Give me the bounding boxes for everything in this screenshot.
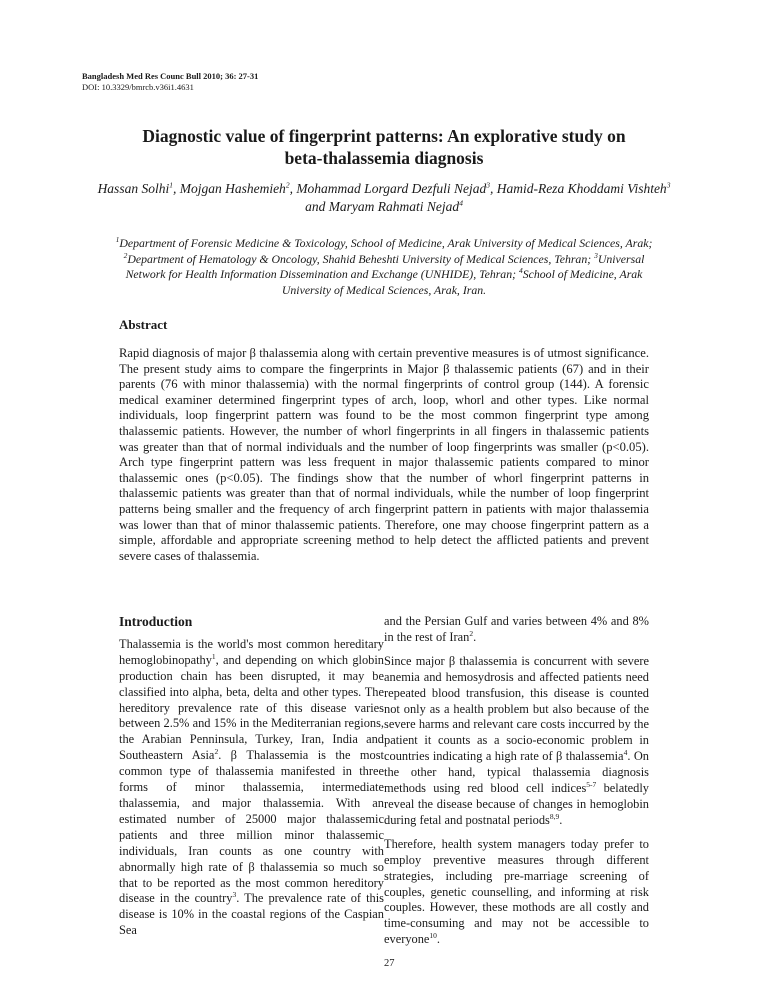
- affiliation-text: Department of Forensic Medicine & Toxicology, School of Medicine, Arak University of Medical Sciences, Arak;: [119, 236, 653, 250]
- intro-paragraph-3: [384, 837, 649, 948]
- text-run: Therefore, health system managers today prefer to employ preventive measures through different strategies, including pre-marriage screening of couples, genetic counselling, and informing at risk couples. However, these mothods are all costly and time-consuming and may not be accessible to everyone: [384, 836, 649, 947]
- text-run: . β Thalassemia is the most common type of thalassemia manifested in three forms of minor thalassemia, intermediate thalassemia, and major thalassemia. With an estimated number of 25000 major thalassemic patients and three million minor thalassemic individuals, Iran counts as one country with abnormally high rate of β thalassemia so much so that to be reported as the most common hereditory disease in the country: [119, 748, 384, 906]
- intro-paragraph-1: [119, 637, 384, 939]
- author-affil-sup: 3: [486, 180, 490, 190]
- abstract-heading: Abstract: [119, 317, 168, 332]
- affil-sup: 2: [123, 250, 128, 260]
- left-column: [119, 614, 384, 947]
- text-run: Thalassemia is the world's most common hereditary hemoglobinopathy: [119, 636, 384, 667]
- author-name: Hassan Solhi: [97, 181, 170, 196]
- text-run: and the Persian Gulf and varies between 4% and 8% in the rest of Iran: [384, 614, 649, 644]
- citation-sup: 2: [214, 747, 219, 757]
- journal-header: [82, 71, 258, 93]
- author-affil-sup: 3: [666, 180, 671, 190]
- text-run: . On the other hand, typical thalassemia diagnosis methods using red blood cell indices: [384, 749, 649, 796]
- citation-sup: 3: [232, 890, 237, 900]
- affil-sup: 3: [594, 250, 598, 260]
- citation-sup: 5-7: [586, 779, 597, 789]
- author-name: Hamid-Reza Khoddami Vishteh: [496, 181, 667, 196]
- text-run: belatedly reveal the disease because of changes in hemoglobin during fetal and postnatal periods: [384, 781, 649, 827]
- text-run: .: [436, 932, 441, 947]
- author-affil-sup: 1: [169, 180, 173, 190]
- citation-sup: 2: [469, 628, 474, 638]
- affiliation-text: Department of Hematology & Oncology, Shahid Beheshti University of Medical Sciences, Tehran;: [127, 251, 595, 266]
- title-line-2: beta-thalassemia diagnosis: [284, 148, 484, 168]
- intro-paragraph-2: [384, 654, 649, 829]
- affiliation-text: School of Medicine, Arak University of Medical Sciences, Arak, Iran.: [281, 267, 643, 297]
- citation-sup: 8,9: [549, 811, 560, 821]
- affiliation-text: Universal Network for Health Information Dissemination and Exchange (UNHIDE), Tehran;: [125, 251, 645, 281]
- page-number: 27: [384, 958, 395, 969]
- text-run: Since major β thalassemia is concurrent with severe anemia and hemosydrosis and affected patients need repeated blood transfusion, this disease is counted not only as a health problem but also because of the severe harms and relevant care costs inccurred by the patient it counts as a socio-economic problem in countries indicating a high rate of β thalassemia: [384, 653, 649, 764]
- title-line-1: Diagnostic value of fingerprint patterns: An explorative study on: [142, 126, 626, 146]
- author-name: Mojgan Hashemieh: [179, 181, 286, 196]
- doi: DOI: 10.3329/bmrcb.v36i1.4631: [82, 82, 194, 92]
- text-run: .: [473, 629, 477, 644]
- abstract-body: Rapid diagnosis of major β thalassemia along with certain preventive measures is of utmost significance. The present study aims to compare the fingerprints in Major β thalassemic patients (67) and in their parents (76 with minor thalassemia) with the normal fingerprints of control group (144). A forensic medical examiner determined fingerprint types of arch, loop, whorl and other types. Like normal individuals, loop fingerprint pattern was found to be the most common fingerprint type among thalassemic patients. However, the number of whorl fingerprints in all fingers in thalassemic patients was greater than that of normal individuals and the number of loop fingerprints was smaller (p<0.05). Arch type fingerprint pattern was less frequent in major thalassemic patients compared to minor thalassemic ones (p<0.05). The findings show that the number of whorl fingerprint patterns in thalassemic patients was greater than that of normal individuals, while the number of loop fingerprint patterns being smaller and the frequency of arch fingerprint pattern in patients with major thalassemia was lower than that of minor thalassemic patients. Therefore, one may choose fingerprint pattern as a simple, affordable and appropriate screening method to help detect the afflicted patients and prevent severe cases of thalassemia.: [119, 346, 649, 563]
- affil-sup: 4: [518, 266, 523, 276]
- introduction-heading: Introduction: [119, 614, 193, 629]
- author-name: Maryam Rahmati Nejad: [328, 199, 460, 214]
- author-name: Mohammad Lorgard Dezfuli Nejad: [296, 181, 487, 196]
- author-affil-sup: 4: [459, 198, 463, 208]
- affil-sup: 1: [115, 235, 120, 245]
- text-run: . The prevalence rate of this disease is 10% in the coastal regions of the Caspian Sea: [119, 891, 384, 938]
- intro-paragraph-1-continued: [384, 614, 649, 646]
- citation-sup: 4: [623, 748, 628, 758]
- author-list: Hassan Solhi$^1$, Mojgan Hashemieh$^2$, Mohammad Lorgard Dezfuli Nejad$^3$, Hamid-Reza Khoddami Vishteh$^3$ and Maryam Rahmati Nejad$^4$: [97, 180, 671, 214]
- author-affil-sup: 2: [285, 180, 290, 190]
- journal-citation: Bangladesh Med Res Counc Bull 2010; 36: 27-31: [82, 71, 259, 81]
- text-run: .: [559, 812, 563, 827]
- affiliations: [112, 236, 656, 298]
- text-run: , and depending on which globin production chain has been disrupted, it may be classified into alpha, beta, delta and other types. The hereditory prevalence rate of this disease varies between 2.5% and 15% in the Mediterranian regions, the Arabian Penninsula, Turkey, Iran, India and Southeastern Asia: [119, 652, 384, 763]
- citation-sup: 10: [429, 931, 437, 941]
- right-column: [384, 614, 649, 956]
- citation-sup: 1: [211, 651, 216, 661]
- paper-title: [90, 125, 678, 169]
